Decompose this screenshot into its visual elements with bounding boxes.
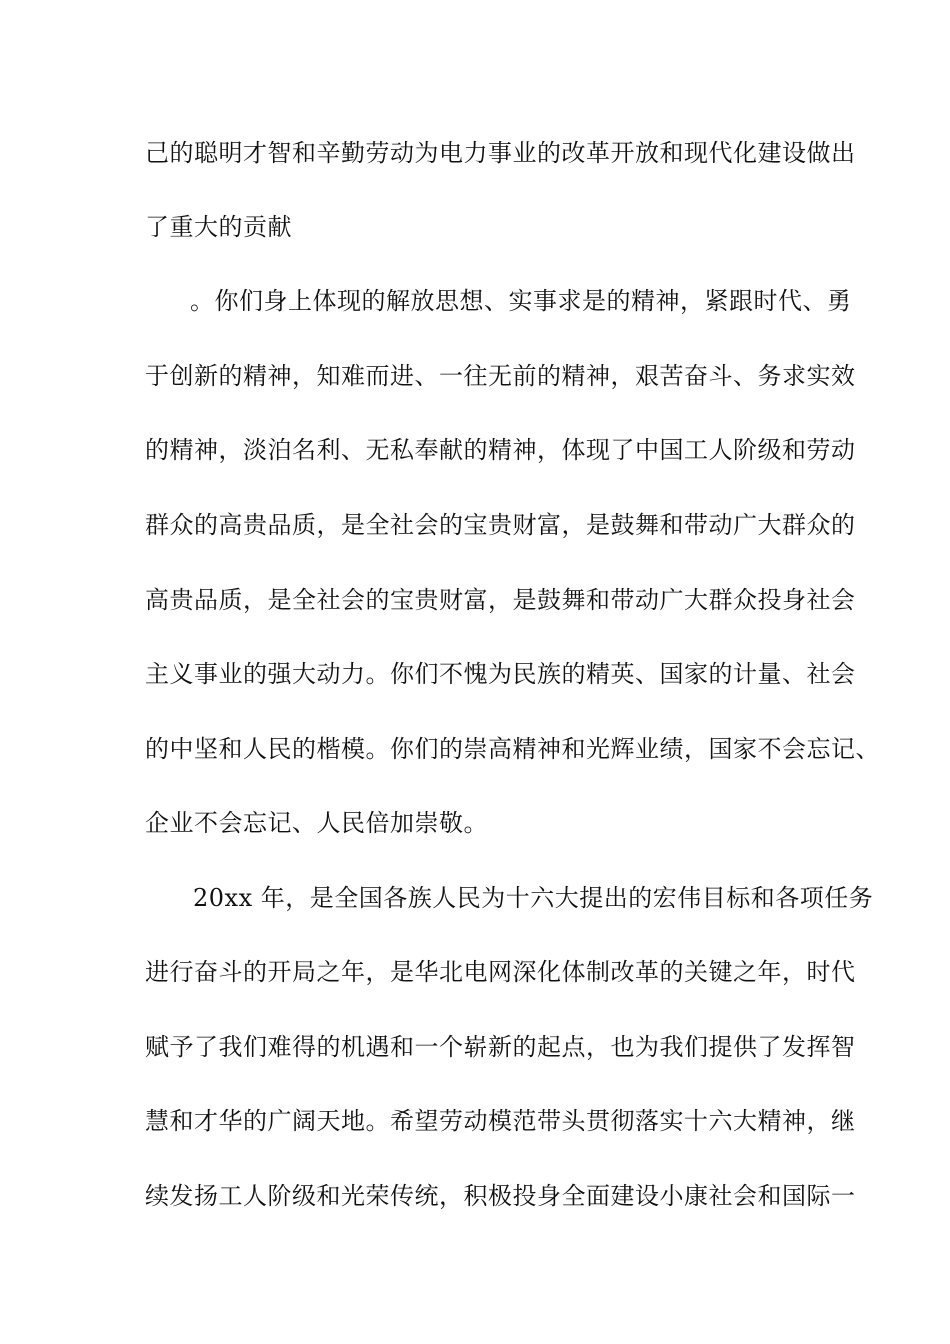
text-line: 进行奋斗的开局之年，是华北电网深化体制改革的关键之年，时代 <box>145 958 856 986</box>
text-line: 。你们身上体现的解放思想、实事求是的精神，紧跟时代、勇 <box>190 287 852 315</box>
text-line: 己的聪明才智和辛勤劳动为电力事业的改革开放和现代化建设做出 <box>145 139 856 167</box>
text-line: 群众的高贵品质，是全社会的宝贵财富，是鼓舞和带动广大群众的 <box>145 511 856 539</box>
text-line: 企业不会忘记、人民倍加崇敬。 <box>145 809 488 837</box>
text-line: 续发扬工人阶级和光荣传统，积极投身全面建设小康社会和国际一 <box>145 1182 856 1210</box>
text-line: 慧和才华的广阔天地。希望劳动模范带头贯彻落实十六大精神，继 <box>145 1107 856 1135</box>
text-line: 的精神，淡泊名利、无私奉献的精神，体现了中国工人阶级和劳动 <box>145 436 856 464</box>
text-line: 了重大的贡献 <box>145 213 292 241</box>
text-line: 主义事业的强大动力。你们不愧为民族的精英、国家的计量、社会 <box>145 660 856 688</box>
text-line: 高贵品质，是全社会的宝贵财富，是鼓舞和带动广大群众投身社会 <box>145 586 856 614</box>
text-line: 赋予了我们难得的机遇和一个崭新的起点，也为我们提供了发挥智 <box>145 1033 856 1061</box>
text-line: 于创新的精神，知难而进、一往无前的精神，艰苦奋斗、务求实效 <box>145 362 856 390</box>
text-line: 的中坚和人民的楷模。你们的崇高精神和光辉业绩，国家不会忘记、 <box>145 735 880 763</box>
text-line: 20xx 年，是全国各族人民为十六大提出的宏伟目标和各项任务 <box>193 884 874 912</box>
